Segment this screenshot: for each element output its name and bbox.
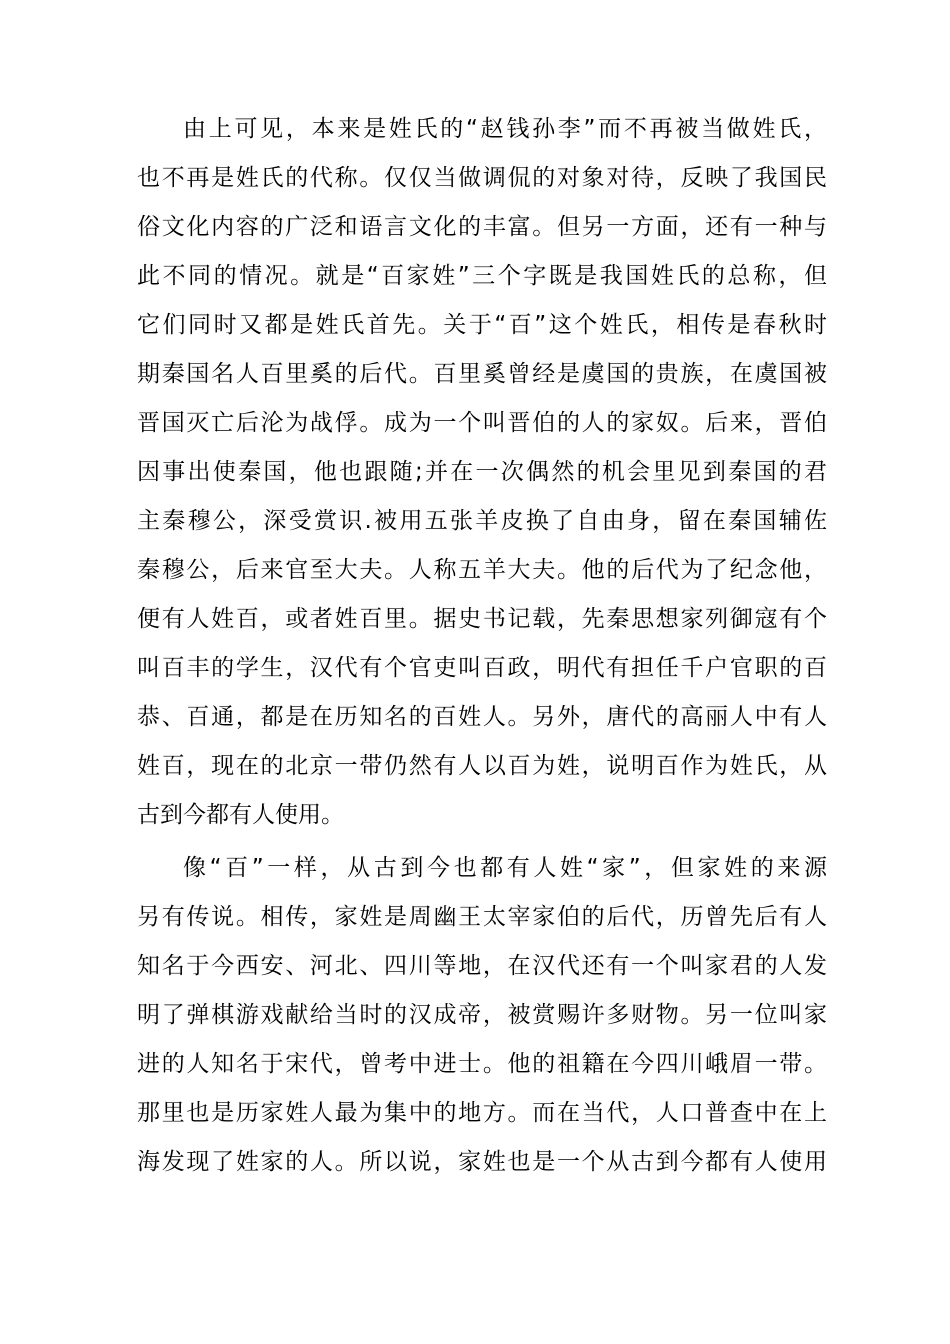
text-line: 也不再是姓氏的代称。仅仅当做调侃的对象对待，反映了我国民 — [137, 165, 827, 191]
text-line: 进的人知名于宋代，曾考中进士。他的祖籍在今四川峨眉一带。 — [137, 1051, 827, 1077]
text-line: 另有传说。相传，家姓是周幽王太宰家伯的后代，历曾先后有人 — [137, 904, 827, 930]
text-line: 那里也是历家姓人最为集中的地方。而在当代，人口普查中在上 — [137, 1100, 827, 1126]
text-line: 因事出使秦国，他也跟随;并在一次偶然的机会里见到秦国的君 — [137, 459, 827, 485]
text-line: 叫百丰的学生，汉代有个官吏叫百政，明代有担任千户官职的百 — [137, 655, 827, 681]
text-line: 恭、百通，都是在历知名的百姓人。另外，唐代的高丽人中有人 — [137, 704, 827, 730]
text-line: 它们同时又都是姓氏首先。关于“百”这个姓氏，相传是春秋时 — [137, 312, 827, 338]
text-line: 期秦国名人百里奚的后代。百里奚曾经是虞国的贵族，在虞国被 — [137, 361, 827, 387]
text-line: 由上可见，本来是姓氏的“赵钱孙李”而不再被当做姓氏， — [183, 116, 827, 142]
text-line: 姓百，现在的北京一带仍然有人以百为姓，说明百作为姓氏，从 — [137, 753, 827, 779]
text-line: 知名于今西安、河北、四川等地，在汉代还有一个叫家君的人发 — [137, 953, 827, 979]
text-line: 主秦穆公，深受赏识.被用五张羊皮换了自由身，留在秦国辅佐 — [137, 508, 827, 534]
text-line: 俗文化内容的广泛和语言文化的丰富。但另一方面，还有一种与 — [137, 214, 827, 240]
text-line: 此不同的情况。就是“百家姓”三个字既是我国姓氏的总称，但 — [137, 263, 827, 289]
text-line: 明了弹棋游戏献给当时的汉成帝，被赏赐许多财物。另一位叫家 — [137, 1002, 827, 1028]
text-line: 海发现了姓家的人。所以说，家姓也是一个从古到今都有人使用 — [137, 1149, 827, 1175]
text-line: 像“百”一样，从古到今也都有人姓“家”，但家姓的来源 — [183, 855, 827, 881]
text-line: 便有人姓百，或者姓百里。据史书记载，先秦思想家列御寇有个 — [137, 606, 827, 632]
text-line: 古到今都有人使用。 — [137, 802, 344, 828]
text-line: 秦穆公，后来官至大夫。人称五羊大夫。他的后代为了纪念他， — [137, 557, 827, 583]
text-line: 晋国灭亡后沦为战俘。成为一个叫晋伯的人的家奴。后来，晋伯 — [137, 410, 827, 436]
